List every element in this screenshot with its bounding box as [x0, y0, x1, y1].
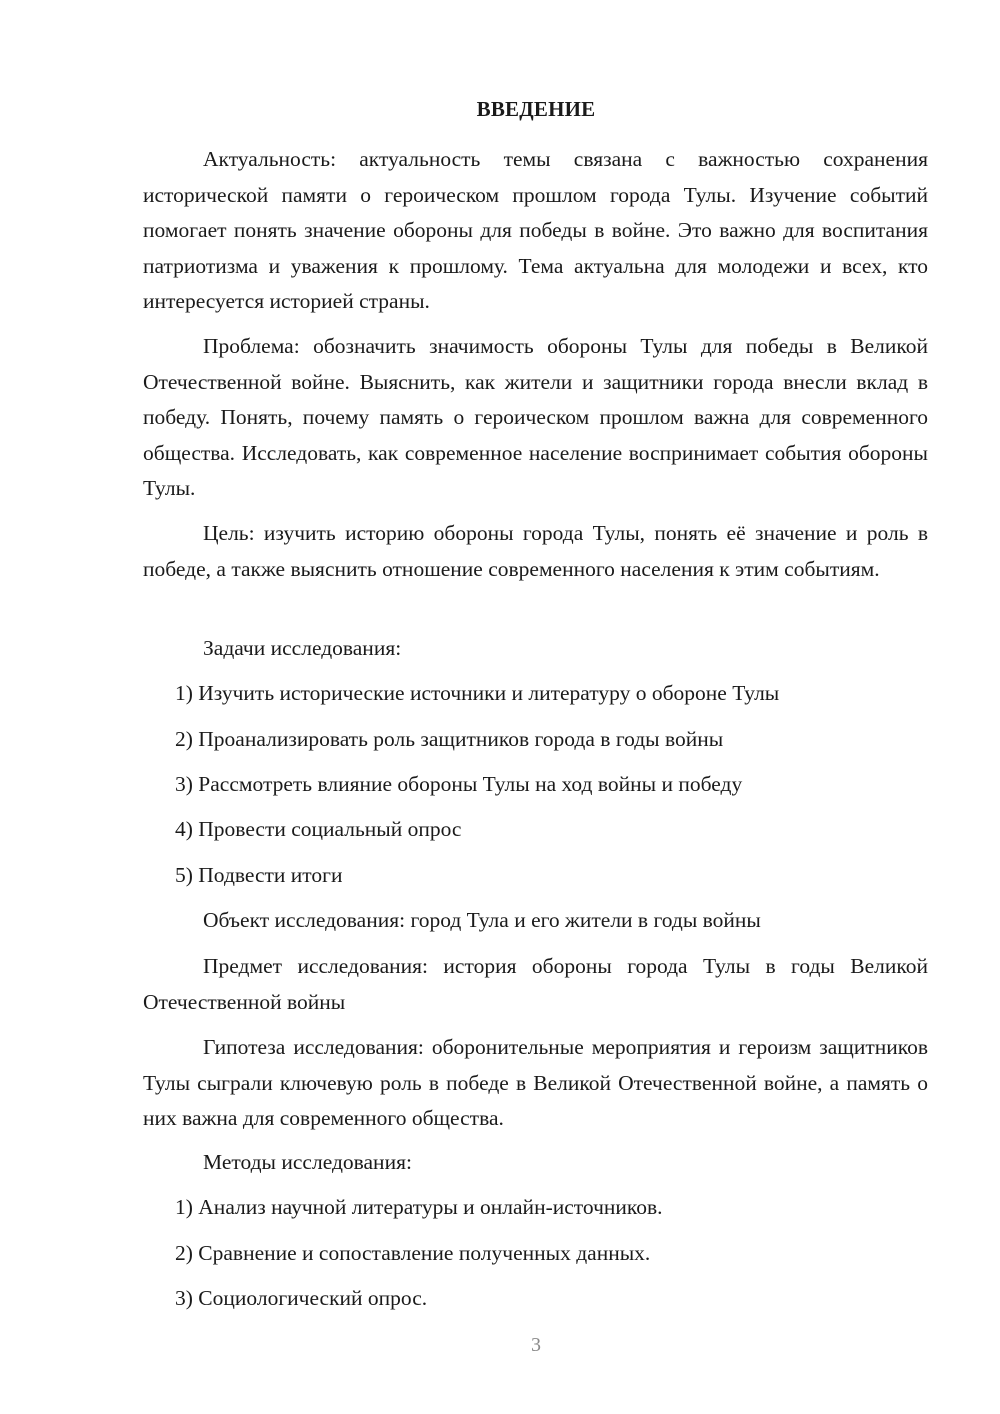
task-item-5: 5) Подвести итоги	[175, 863, 343, 887]
tasks-heading: Задачи исследования:	[203, 636, 402, 660]
goal-paragraph: Цель: изучить историю обороны города Тулы, понять её значение и роль в победе, а также выяснить отношение современного населения к этим событиям.	[143, 521, 928, 581]
subject-paragraph: Предмет исследования: история обороны города Тулы в годы Великой Отечественной войны	[143, 954, 928, 1014]
methods-heading: Методы исследования:	[203, 1150, 412, 1174]
problem-paragraph: Проблема: обозначить значимость обороны Тулы для победы в Великой Отечественной войне. Выяснить, как жители и защитники города внесли вклад в победу. Понять, почему память о героическом прошлом важна для современного общества. Исследовать, как современное население воспринимает события обороны Тулы.	[143, 334, 928, 500]
hypothesis-paragraph: Гипотеза исследования: оборонительные мероприятия и героизм защитников Тулы сыграли ключевую роль в победе в Великой Отечественной войне, а память о них важна для современного общества.	[143, 1035, 928, 1130]
method-item-1: 1) Анализ научной литературы и онлайн-источников.	[175, 1195, 663, 1219]
method-item-3: 3) Социологический опрос.	[175, 1286, 428, 1310]
task-item-3: 3) Рассмотреть влияние обороны Тулы на ход войны и победу	[175, 772, 743, 796]
object-line: Объект исследования: город Тула и его жители в годы войны	[203, 908, 761, 932]
method-item-2: 2) Сравнение и сопоставление полученных данных.	[175, 1241, 651, 1265]
task-item-1: 1) Изучить исторические источники и литературу о обороне Тулы	[175, 681, 780, 705]
relevance-paragraph: Актуальность: актуальность темы связана с важностью сохранения исторической памяти о героическом прошлом города Тулы. Изучение событий помогает понять значение обороны для победы в войне. Это важно для воспитания патриотизма и уважения к прошлому. Тема актуальна для молодежи и всех, кто интересуется историей страны.	[143, 147, 928, 313]
section-title: ВВЕДЕНИЕ	[476, 97, 596, 121]
task-item-2: 2) Проанализировать роль защитников города в годы войны	[175, 727, 724, 751]
page-number: 3	[531, 1334, 541, 1356]
task-item-4: 4) Провести социальный опрос	[175, 817, 462, 841]
